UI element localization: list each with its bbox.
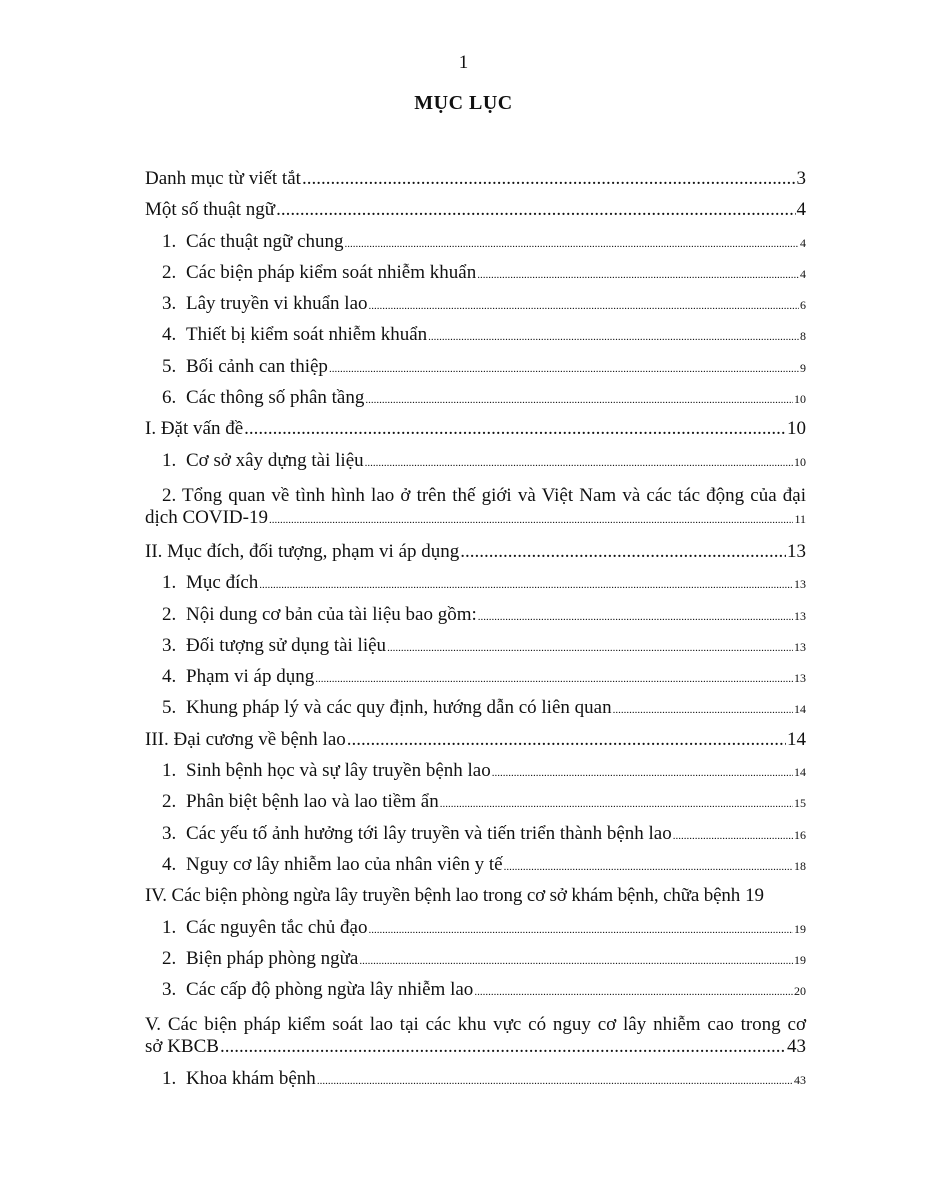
toc-entry-label-line1: V. Các biện pháp kiểm soát lao tại các khu vực có nguy cơ lây nhiễm cao trong cơ xyxy=(145,1014,806,1036)
toc-entry-number: 1. xyxy=(162,760,177,782)
dot-leader xyxy=(504,861,793,873)
dot-leader xyxy=(259,579,793,591)
toc-entry-number: 2. xyxy=(162,603,177,625)
toc-entry-number: 1. xyxy=(162,916,177,938)
toc-entry-label: Khung pháp lý và các quy định, hướng dẫn có liên quan xyxy=(186,697,612,719)
dot-leader xyxy=(244,418,786,440)
toc-subentry[interactable] xyxy=(145,666,806,697)
toc-entry[interactable] xyxy=(145,168,806,199)
toc-entry-label: Biện pháp phòng ngừa xyxy=(186,947,359,969)
toc-entry-page: 4 xyxy=(800,266,806,281)
dot-leader xyxy=(613,704,793,716)
toc-entry-multiline[interactable] xyxy=(145,1010,806,1068)
toc-entry-label: Các biện pháp kiểm soát nhiễm khuẩn xyxy=(186,261,477,283)
toc-entry-page: 6 xyxy=(800,298,806,313)
toc-entry-number: 5. xyxy=(162,355,177,377)
toc-entry[interactable] xyxy=(145,885,806,916)
toc-entry-label: Các yếu tố ảnh hưởng tới lây truyền và tiến triển thành bệnh lao xyxy=(186,822,672,844)
dot-leader xyxy=(269,509,793,531)
dot-leader xyxy=(673,830,793,842)
toc-entry-number: 1. xyxy=(162,449,177,471)
toc-entry-label: Thiết bị kiểm soát nhiễm khuẩn xyxy=(186,324,428,346)
toc-entry-label: Cơ sở xây dựng tài liệu xyxy=(186,449,364,471)
toc-entry-page: 14 xyxy=(794,702,806,717)
toc-entry-page: 10 xyxy=(794,392,806,407)
toc-entry-label: Danh mục từ viết tắt xyxy=(145,168,301,189)
toc-entry-page: 14 xyxy=(794,765,806,780)
toc-entry-label: Phân biệt bệnh lao và lao tiềm ẩn xyxy=(186,791,439,813)
toc-subentry[interactable] xyxy=(145,356,806,387)
toc-entry-label: Các thông số phân tầng xyxy=(186,387,365,409)
dot-leader xyxy=(315,673,793,685)
toc-subentry[interactable] xyxy=(145,823,806,854)
dot-leader xyxy=(492,767,793,779)
toc-entry-label: Khoa khám bệnh xyxy=(186,1068,316,1090)
toc-entry-label: Phạm vi áp dụng xyxy=(186,666,315,688)
toc-subentry[interactable] xyxy=(145,604,806,635)
toc-entry-label: Sinh bệnh học và sự lây truyền bệnh lao xyxy=(186,760,491,782)
toc-entry-page: 14 xyxy=(787,728,806,750)
toc-entry-label: Mục đích xyxy=(186,572,259,594)
toc-subentry[interactable] xyxy=(145,262,806,293)
toc-entry[interactable] xyxy=(145,729,806,760)
toc-entry-page: 18 xyxy=(794,858,806,873)
toc-entry[interactable] xyxy=(145,541,806,572)
toc-entry-label: Lây truyền vi khuẩn lao xyxy=(186,293,368,315)
dot-leader xyxy=(329,363,799,375)
toc-entry-page: 13 xyxy=(794,608,806,623)
toc-entry-page: 13 xyxy=(794,671,806,686)
toc-subentry[interactable] xyxy=(145,917,806,948)
dot-leader xyxy=(440,798,793,810)
page-number: 1 xyxy=(458,52,469,73)
toc-subentry[interactable] xyxy=(145,979,806,1010)
toc-entry-number: 1. xyxy=(162,572,177,594)
toc-entry-label: Nội dung cơ bản của tài liệu bao gồm: xyxy=(186,603,477,625)
dot-leader xyxy=(477,269,799,281)
dot-leader xyxy=(478,611,793,623)
toc-entry-page: 43 xyxy=(794,1073,806,1088)
toc-entry-number: 2. xyxy=(162,947,177,969)
toc-entry-page: 19 xyxy=(794,952,806,967)
toc-entry-number: 5. xyxy=(162,697,177,719)
toc-subentry[interactable] xyxy=(145,635,806,666)
toc-subentry[interactable] xyxy=(145,293,806,324)
toc-subentry[interactable] xyxy=(145,948,806,979)
toc-subentry[interactable] xyxy=(145,697,806,728)
toc-entry-number: 3. xyxy=(162,822,177,844)
toc-entry[interactable] xyxy=(145,199,806,230)
toc-entry[interactable] xyxy=(145,418,806,449)
dot-leader xyxy=(345,238,799,250)
toc-entry-page: 4 xyxy=(800,235,806,250)
toc-entry-page: 9 xyxy=(800,360,806,375)
toc-entry-page: 10 xyxy=(794,454,806,469)
dot-leader xyxy=(387,642,793,654)
toc-subentry[interactable] xyxy=(145,387,806,418)
dot-leader xyxy=(474,986,793,998)
dot-leader xyxy=(220,1036,786,1058)
toc-subentry-multiline[interactable] xyxy=(145,481,806,541)
toc-entry-number: 3. xyxy=(162,634,177,656)
toc-entry-label: Đối tượng sử dụng tài liệu xyxy=(186,634,387,656)
toc-entry-label: III. Đại cương về bệnh lao xyxy=(145,728,346,750)
toc-entry-label: IV. Các biện phòng ngừa lây truyền bệnh lao trong cơ sở khám bệnh, chữa bệnh xyxy=(145,885,741,907)
toc-subentry[interactable] xyxy=(145,231,806,262)
toc-subentry[interactable] xyxy=(145,854,806,885)
toc-entry-number: 2. xyxy=(162,791,177,813)
toc-entry-page: 11 xyxy=(794,511,806,526)
toc-entry-page: 13 xyxy=(794,639,806,654)
dot-leader xyxy=(347,729,786,751)
toc-entry-page: 20 xyxy=(794,984,806,999)
toc-entry-page: 19 xyxy=(745,885,764,907)
toc-entry-number: 1. xyxy=(162,230,177,252)
dot-leader xyxy=(460,541,786,563)
toc-entry-number: 3. xyxy=(162,293,177,315)
toc-entry-page: 19 xyxy=(794,921,806,936)
toc-subentry[interactable] xyxy=(145,791,806,822)
toc-subentry[interactable] xyxy=(145,450,806,481)
toc-entry-number: 3. xyxy=(162,979,177,1001)
toc-entry-label-line2: sở KBCB xyxy=(145,1036,219,1058)
toc-entry-label: Các thuật ngữ chung xyxy=(186,230,344,252)
dot-leader xyxy=(365,457,793,469)
toc-entry-number: 4. xyxy=(162,666,177,688)
toc-entry-number: 2. xyxy=(162,261,177,283)
toc-entry-page: 4 xyxy=(796,199,806,221)
dot-leader xyxy=(365,394,793,406)
dot-leader xyxy=(317,1075,793,1087)
toc-subentry[interactable] xyxy=(145,1068,806,1099)
dot-leader xyxy=(428,331,799,343)
toc-entry-page: 8 xyxy=(800,329,806,344)
toc-entry-label: Các nguyên tắc chủ đạo xyxy=(186,916,368,938)
toc-entry-page: 13 xyxy=(794,577,806,592)
toc-entry-label: Các cấp độ phòng ngừa lây nhiễm lao xyxy=(186,979,474,1001)
toc-entry-number: 1. xyxy=(162,1068,177,1090)
toc-entry-number: 6. xyxy=(162,387,177,409)
page-title: MỤC LỤC xyxy=(414,92,513,114)
toc-entry-page: 10 xyxy=(787,418,806,440)
toc-entry-page: 43 xyxy=(787,1036,806,1058)
dot-leader xyxy=(302,168,796,190)
dot-leader xyxy=(369,300,799,312)
toc-subentry[interactable] xyxy=(145,324,806,355)
dot-leader xyxy=(276,199,795,221)
toc-subentry[interactable] xyxy=(145,572,806,603)
toc-entry-page: 3 xyxy=(796,168,806,189)
toc-entry-label: II. Mục đích, đối tượng, phạm vi áp dụng xyxy=(145,540,460,562)
toc-entry-page: 15 xyxy=(794,796,806,811)
toc-entry-page: 13 xyxy=(787,540,806,562)
toc-entry-label-line1: 2. Tổng quan về tình hình lao ở trên thế giới và Việt Nam và các tác động của đại xyxy=(162,484,806,506)
dot-leader xyxy=(359,955,793,967)
toc-entry-label: Một số thuật ngữ xyxy=(145,199,276,221)
toc-entry-page: 16 xyxy=(794,827,806,842)
toc-entry-label-line2: dịch COVID-19 xyxy=(145,506,268,528)
dot-leader xyxy=(368,924,793,936)
toc-entry-label: I. Đặt vấn đề xyxy=(145,418,244,440)
toc-entry-label: Bối cảnh can thiệp xyxy=(186,355,328,377)
toc-entry-number: 4. xyxy=(162,324,177,346)
toc-subentry[interactable] xyxy=(145,760,806,791)
toc-entry-label: Nguy cơ lây nhiễm lao của nhân viên y tế xyxy=(186,853,503,875)
table-of-contents xyxy=(145,168,806,1100)
toc-entry-number: 4. xyxy=(162,853,177,875)
